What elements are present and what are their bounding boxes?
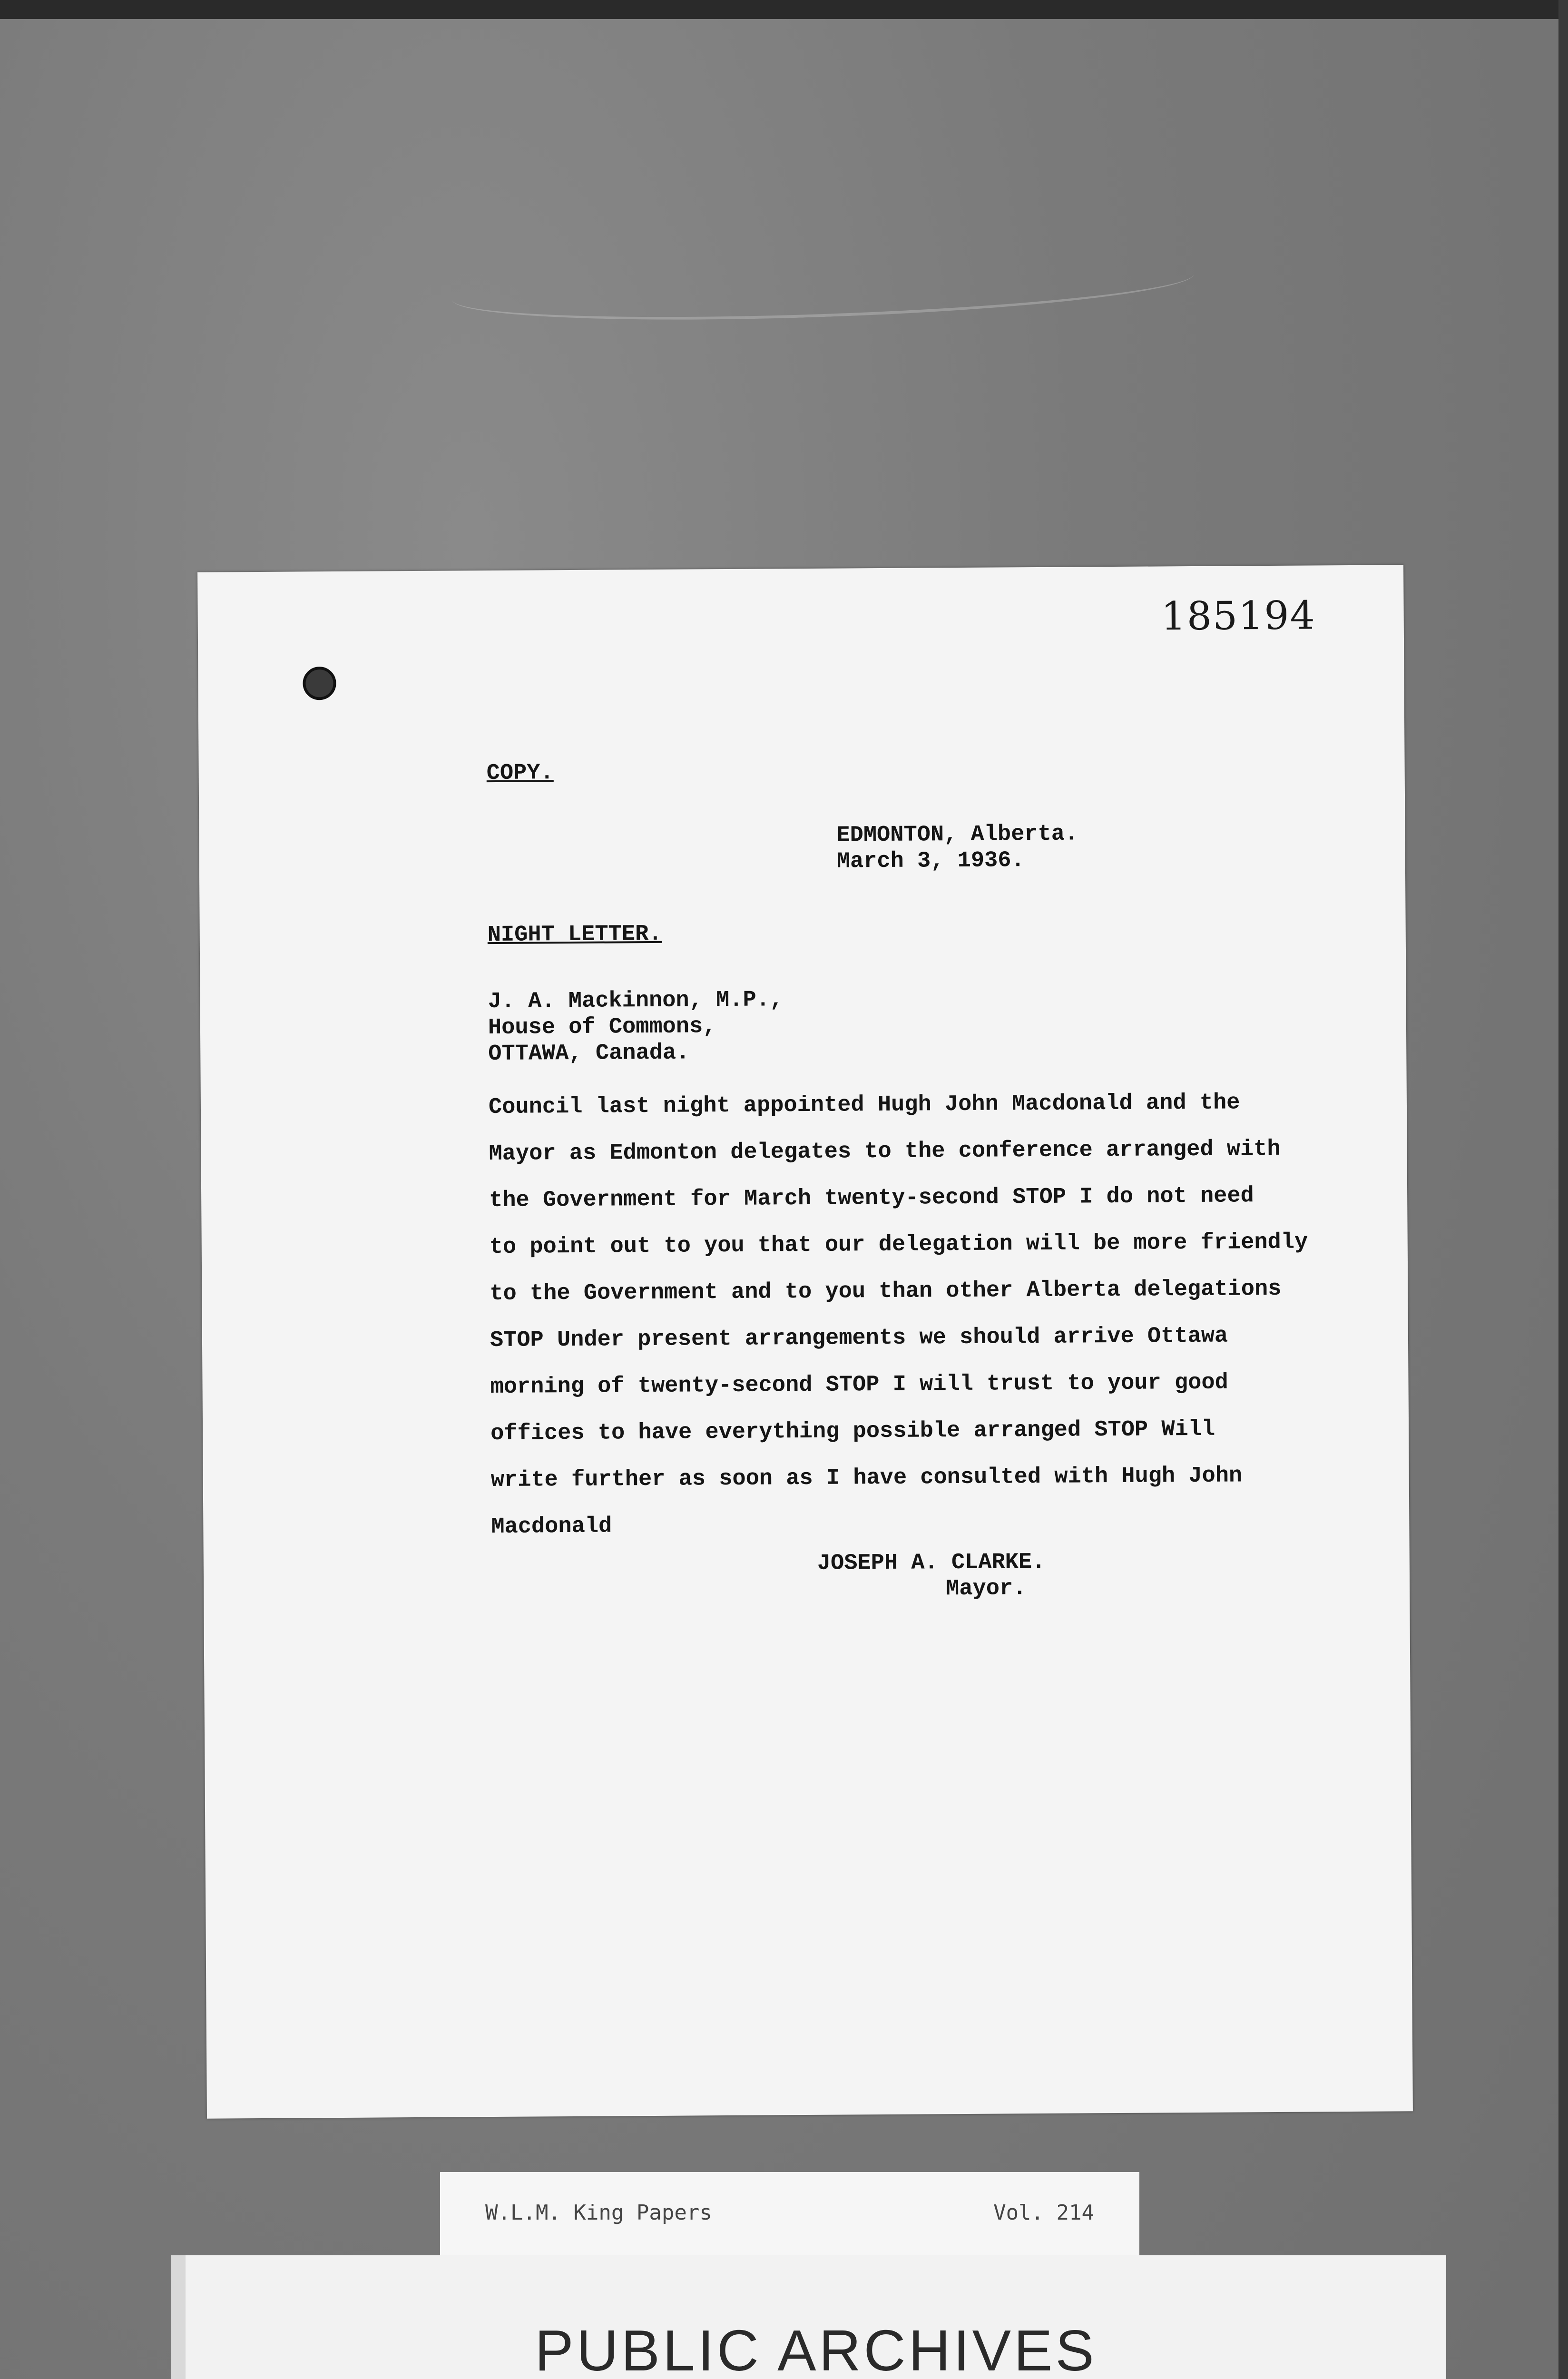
- punch-hole-icon: [303, 667, 336, 700]
- sender-location: EDMONTON, Alberta.: [836, 821, 1078, 848]
- archives-line-english: PUBLIC ARCHIVES: [535, 2318, 1097, 2379]
- archives-card: [171, 2255, 1446, 2379]
- body-line: STOP Under present arrangements we should arrive Ottawa: [490, 1323, 1228, 1354]
- recipient-line-2: House of Commons,: [488, 1014, 716, 1041]
- body-line: to point out to you that our delegation will be more friendly: [489, 1229, 1308, 1260]
- letter-type: NIGHT LETTER.: [487, 921, 662, 948]
- body-line: offices to have everything possible arranged STOP Will: [490, 1416, 1215, 1447]
- collection-name: W.L.M. King Papers: [485, 2201, 712, 2225]
- body-line: morning of twenty-second STOP I will trust to your good: [490, 1370, 1228, 1400]
- body-line: Macdonald: [491, 1514, 612, 1540]
- body-line: to the Government and to you than other Alberta delegations: [490, 1276, 1282, 1307]
- signature-title: Mayor.: [946, 1576, 1027, 1602]
- scan-right-edge: [1558, 0, 1568, 2379]
- letter-date: March 3, 1936.: [836, 848, 1025, 875]
- document-number: 185194: [1161, 593, 1316, 639]
- recipient-line-3: OTTAWA, Canada.: [488, 1040, 690, 1067]
- body-line: Mayor as Edmonton delegates to the conference arranged with: [489, 1136, 1281, 1167]
- collection-label: [440, 2172, 1139, 2255]
- body-line: Council last night appointed Hugh John Macdonald and the: [488, 1090, 1240, 1121]
- letter-body: [489, 1079, 1324, 1551]
- body-line: write further as soon as I have consulted with Hugh John: [490, 1463, 1243, 1494]
- letter-page: [197, 565, 1413, 2118]
- recipient-line-1: J. A. Mackinnon, M.P.,: [488, 987, 784, 1015]
- body-line: the Government for March twenty-second STOP I do not need: [489, 1183, 1254, 1214]
- scan-top-edge: [0, 0, 1568, 19]
- volume-number: Vol. 214: [993, 2201, 1094, 2225]
- copy-heading: COPY.: [486, 760, 554, 786]
- signature-name: JOSEPH A. CLARKE.: [817, 1549, 1046, 1576]
